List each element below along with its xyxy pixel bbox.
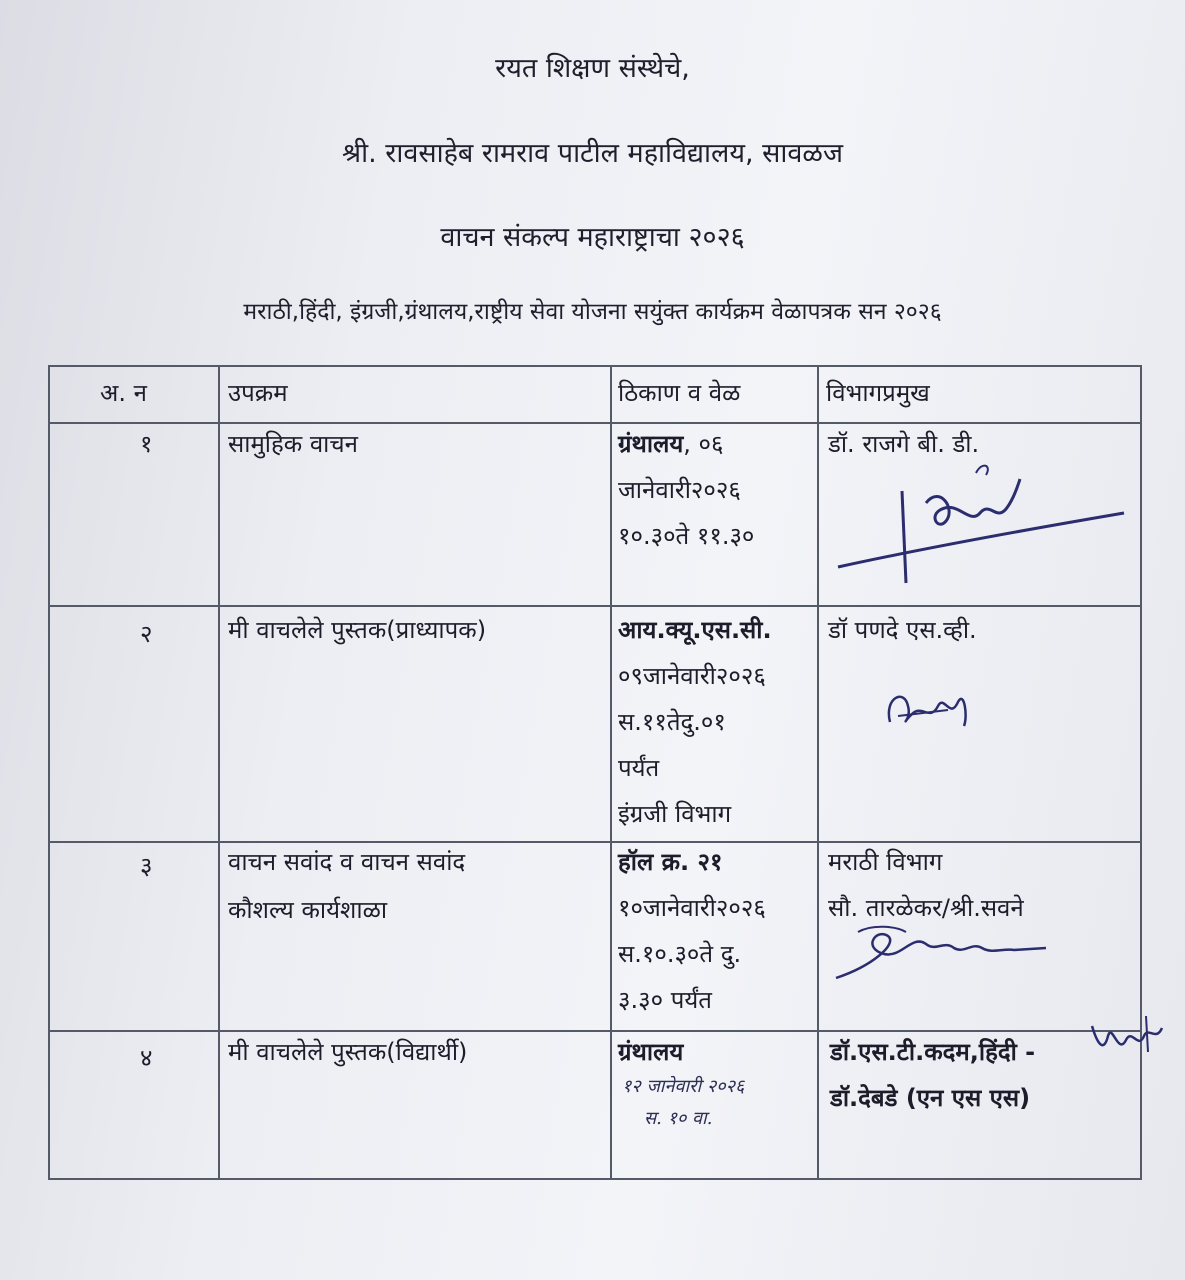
row-3-head-department: मराठी विभाग	[828, 848, 943, 876]
row-1-activity: सामुहिक वाचन	[228, 430, 358, 458]
header-department-head: विभागप्रमुख	[826, 379, 930, 407]
row-2-department: इंग्रजी विभाग	[618, 800, 732, 828]
column-divider	[817, 367, 819, 1178]
row-4-handwritten-time: स. १० वा.	[644, 1108, 713, 1129]
row-3-activity-line1: वाचन सवांद व वाचन सवांद	[228, 848, 466, 876]
row-2-until: पर्यंत	[618, 754, 660, 782]
row-4-venue-place: ग्रंथालय	[618, 1038, 684, 1066]
row-divider	[50, 841, 1140, 843]
row-2-date: ०९जानेवारी२०२६	[618, 662, 766, 690]
header-venue-time: ठिकाण व वेळ	[618, 379, 741, 407]
row-3-venue-place: हॉल क्र. २१	[618, 848, 723, 876]
row-1-time: १०.३०ते ११.३०	[618, 522, 755, 550]
row-2-venue-place: आय.क्यू.एस.सी.	[618, 616, 772, 644]
row-1-venue	[618, 421, 724, 467]
row-1-head: डॉ. राजगे बी. डी.	[828, 430, 980, 458]
row-2-activity: मी वाचलेले पुस्तक(प्राध्यापक)	[228, 616, 487, 644]
institution-name: रयत शिक्षण संस्थेचे,	[495, 53, 690, 84]
row-3-time: स.१०.३०ते दु.	[618, 940, 742, 968]
row-4-serial: ४	[140, 1044, 153, 1072]
column-divider	[610, 367, 612, 1178]
header-activity: उपक्रम	[228, 379, 288, 407]
row-4-handwritten-date: १२ जानेवारी २०२६	[622, 1076, 745, 1097]
signature-kadam	[1086, 1006, 1170, 1062]
program-title: वाचन संकल्प महाराष्ट्राचा २०२६	[440, 222, 745, 253]
row-1-venue-date: , ०६	[683, 430, 724, 458]
college-name: श्री. रावसाहेब रामराव पाटील महाविद्यालय, सावळज	[342, 138, 843, 169]
signature-rajage	[830, 455, 1130, 595]
column-divider	[218, 367, 220, 1178]
row-4-head-line1: डॉ.एस.टी.कदम,हिंदी -	[830, 1038, 1036, 1066]
row-3-until: ३.३० पर्यंत	[618, 986, 712, 1014]
row-2-head: डॉ पणदे एस.व्ही.	[828, 616, 977, 644]
signature-panade	[878, 676, 978, 742]
row-4-head-line2: डॉ.देबडे (एन एस एस)	[830, 1084, 1031, 1112]
row-3-head-names: सौ. तारळेकर/श्री.सवने	[828, 894, 1024, 922]
row-2-time: स.११तेदु.०१	[618, 708, 726, 736]
row-3-activity-line2: कौशल्य कार्यशाळा	[228, 896, 388, 924]
row-1-venue-place: ग्रंथालय	[618, 430, 684, 458]
row-3-date: १०जानेवारी२०२६	[618, 894, 766, 922]
row-3-serial: ३	[140, 852, 153, 880]
schedule-subtitle: मराठी,हिंदी, इंग्रजी,ग्रंथालय,राष्ट्रीय सेवा योजना सयुंक्त कार्यक्रम वेळापत्रक सन २०२६	[243, 299, 942, 325]
header-serial: अ. न	[100, 379, 147, 407]
row-1-serial: १	[140, 430, 153, 458]
row-4-activity: मी वाचलेले पुस्तक(विद्यार्थी)	[228, 1038, 468, 1066]
row-1-date: जानेवारी२०२६	[618, 476, 741, 504]
signature-marathi	[832, 918, 1062, 988]
row-2-serial: २	[140, 620, 153, 648]
